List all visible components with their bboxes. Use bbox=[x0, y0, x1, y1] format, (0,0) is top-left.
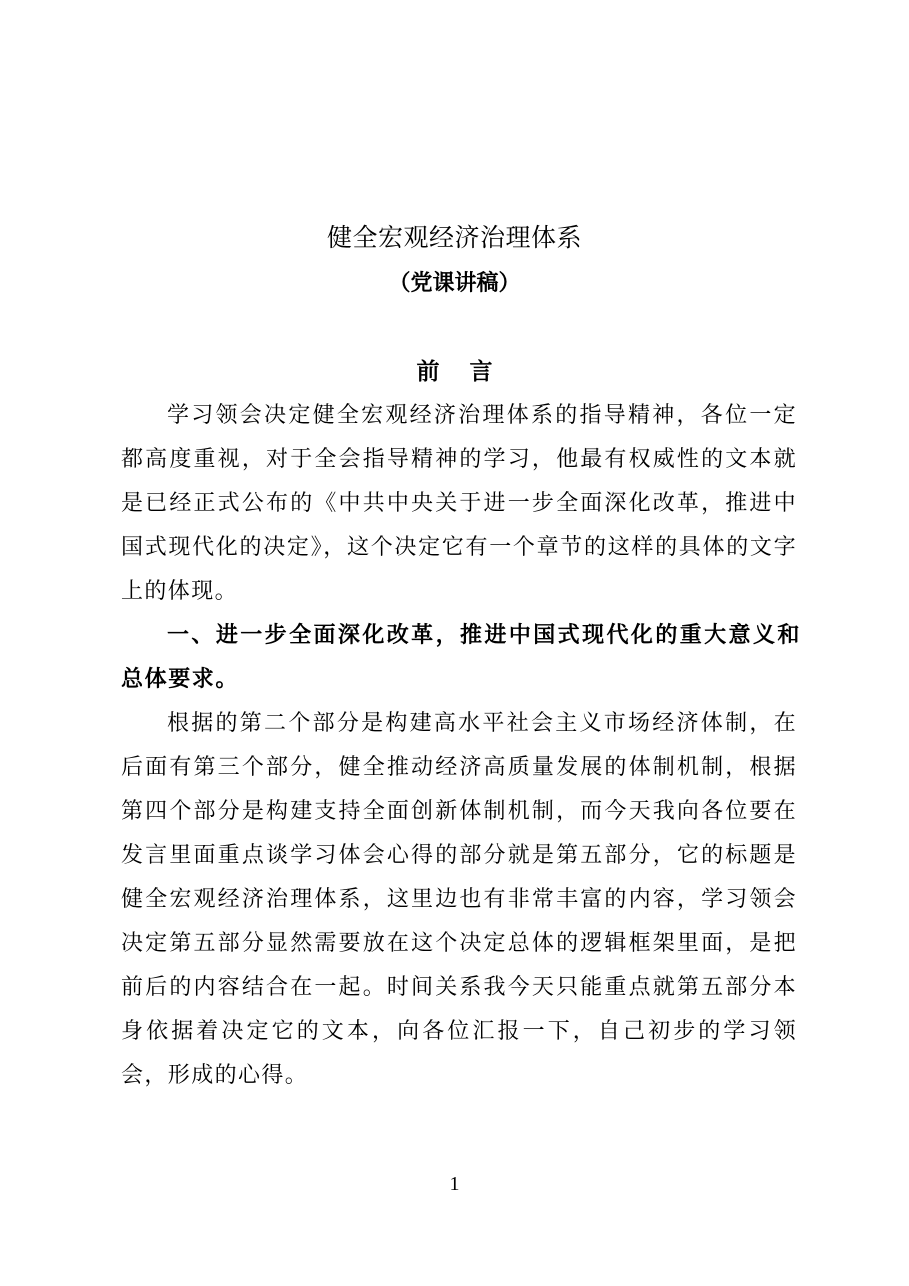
section-heading-preface: 前言 bbox=[416, 359, 523, 385]
intro-paragraph: 学习领会决定健全宏观经济治理体系的指导精神，各位一定都高度重视，对于全会指导精神的学习，他最有权威性的文本就是已经正式公布的《中共中央关于进一步全面深化改革，推进中国式现代化的决定》，这个决定它有一个章节的这样的具体的文字上的体现。 bbox=[121, 403, 797, 604]
document-title: 健全宏观经济治理体系 bbox=[326, 223, 582, 252]
heading-one: 一、进一步全面深化改革，推进中国式现代化的重大意义和总体要求。 bbox=[121, 623, 801, 692]
page-number: 1 bbox=[449, 1173, 460, 1195]
document-subtitle: （党课讲稿） bbox=[388, 271, 521, 296]
body-paragraph-one: 根据的第二个部分是构建高水平社会主义市场经济体制，在后面有第三个部分，健全推动经济高质量发展的体制机制，根据第四个部分是构建支持全面创新体制机制，而今天我向各位要在发言里面重点谈学习体会心得的部分就是第五部分，它的标题是健全宏观经济治理体系，这里边也有非常丰富的内容，学习领会决定第五部分显然需要放在这个决定总体的逻辑框架里面，是把前后的内容结合在一起。时间关系我今天只能重点就第五部分本身依据着决定它的文本，向各位汇报一下，自己初步的学习领会，形成的心得。 bbox=[121, 711, 797, 1088]
